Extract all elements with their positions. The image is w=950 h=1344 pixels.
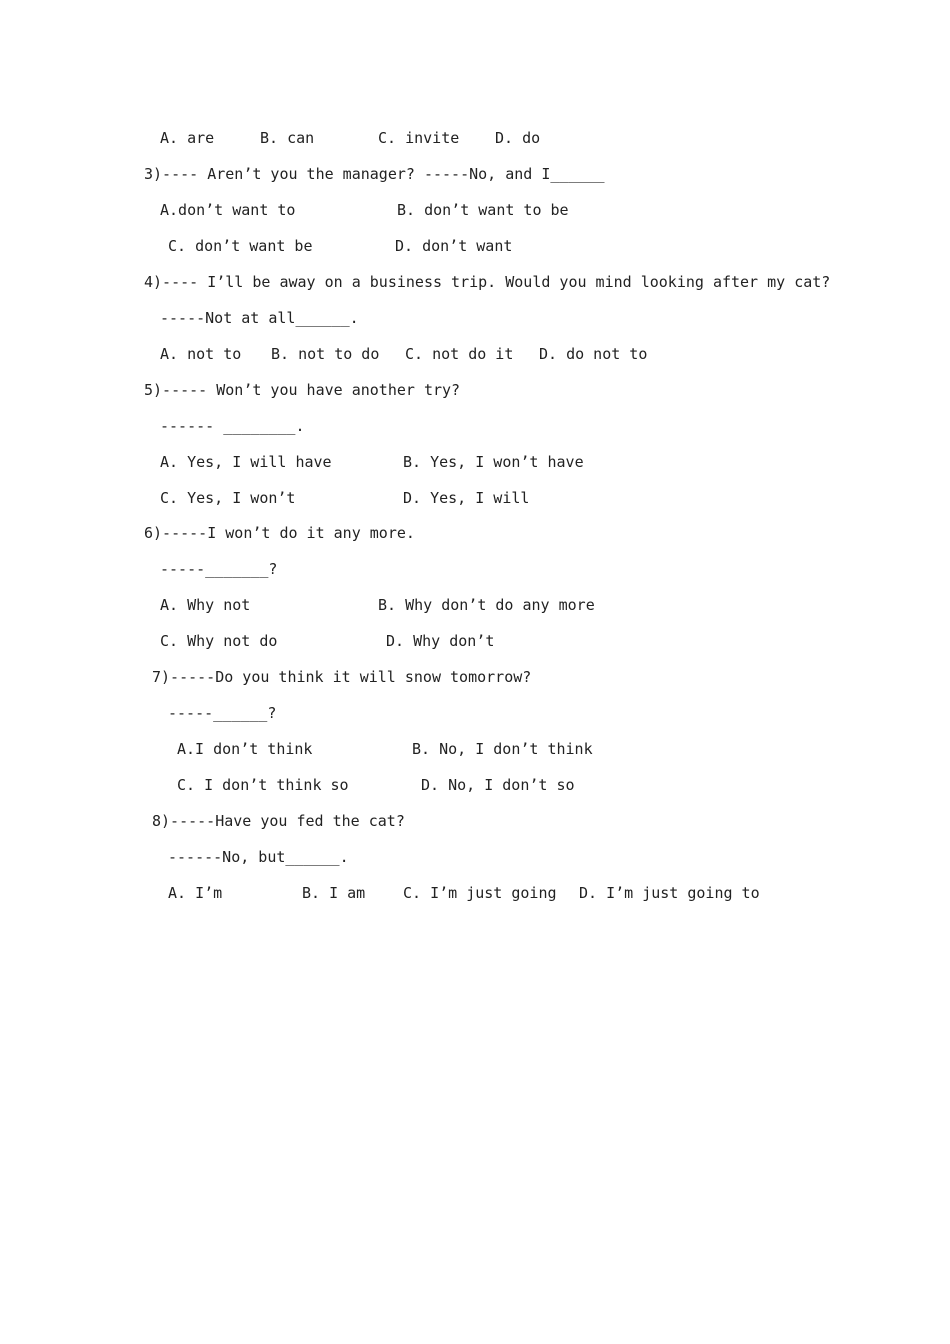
q7-reply: -----______?: [168, 704, 277, 722]
q5-reply: ------ ________.: [160, 417, 305, 435]
q2-option-d: D. do: [495, 129, 541, 147]
q4-stem: 4)---- I’ll be away on a business trip. Would you mind looking after my cat?: [144, 273, 831, 291]
q4-option-a: A. not to: [160, 345, 242, 363]
q8-reply: ------No, but______.: [168, 848, 349, 866]
q6-option-c: C. Why not do: [160, 632, 278, 650]
q3-option-c: C. don’t want be: [168, 237, 313, 255]
q7-option-c: C. I don’t think so: [177, 776, 349, 794]
q8-option-b: B. I am: [302, 884, 366, 902]
q2-option-b: B. can: [260, 129, 315, 147]
q5-option-c: C. Yes, I won’t: [160, 489, 296, 507]
q6-option-b: B. Why don’t do any more: [378, 596, 595, 614]
q3-option-a: A.don’t want to: [160, 201, 296, 219]
q7-option-a: A.I don’t think: [177, 740, 313, 758]
q3-stem: 3)---- Aren’t you the manager? -----No, and I______: [144, 165, 605, 183]
q2-option-c: C. invite: [378, 129, 460, 147]
q4-option-c: C. not do it: [405, 345, 514, 363]
q5-stem: 5)----- Won’t you have another try?: [144, 381, 461, 399]
q6-option-d: D. Why don’t: [386, 632, 495, 650]
q8-option-a: A. I’m: [168, 884, 223, 902]
q5-option-d: D. Yes, I will: [403, 489, 530, 507]
q4-reply: -----Not at all______.: [160, 309, 359, 327]
q2-option-a: A. are: [160, 129, 215, 147]
q4-option-b: B. not to do: [271, 345, 380, 363]
q7-option-d: D. No, I don’t so: [421, 776, 575, 794]
q3-option-d: D. don’t want: [395, 237, 513, 255]
q3-option-b: B. don’t want to be: [397, 201, 569, 219]
q7-option-b: B. No, I don’t think: [412, 740, 593, 758]
q7-stem: 7)-----Do you think it will snow tomorrow?: [152, 668, 532, 686]
q6-reply: -----_______?: [160, 560, 278, 578]
q8-stem: 8)-----Have you fed the cat?: [152, 812, 405, 830]
q5-option-b: B. Yes, I won’t have: [403, 453, 584, 471]
q8-option-c: C. I’m just going: [403, 884, 557, 902]
q6-option-a: A. Why not: [160, 596, 251, 614]
q5-option-a: A. Yes, I will have: [160, 453, 332, 471]
q6-stem: 6)-----I won’t do it any more.: [144, 524, 415, 542]
q8-option-d: D. I’m just going to: [579, 884, 760, 902]
q4-option-d: D. do not to: [539, 345, 648, 363]
